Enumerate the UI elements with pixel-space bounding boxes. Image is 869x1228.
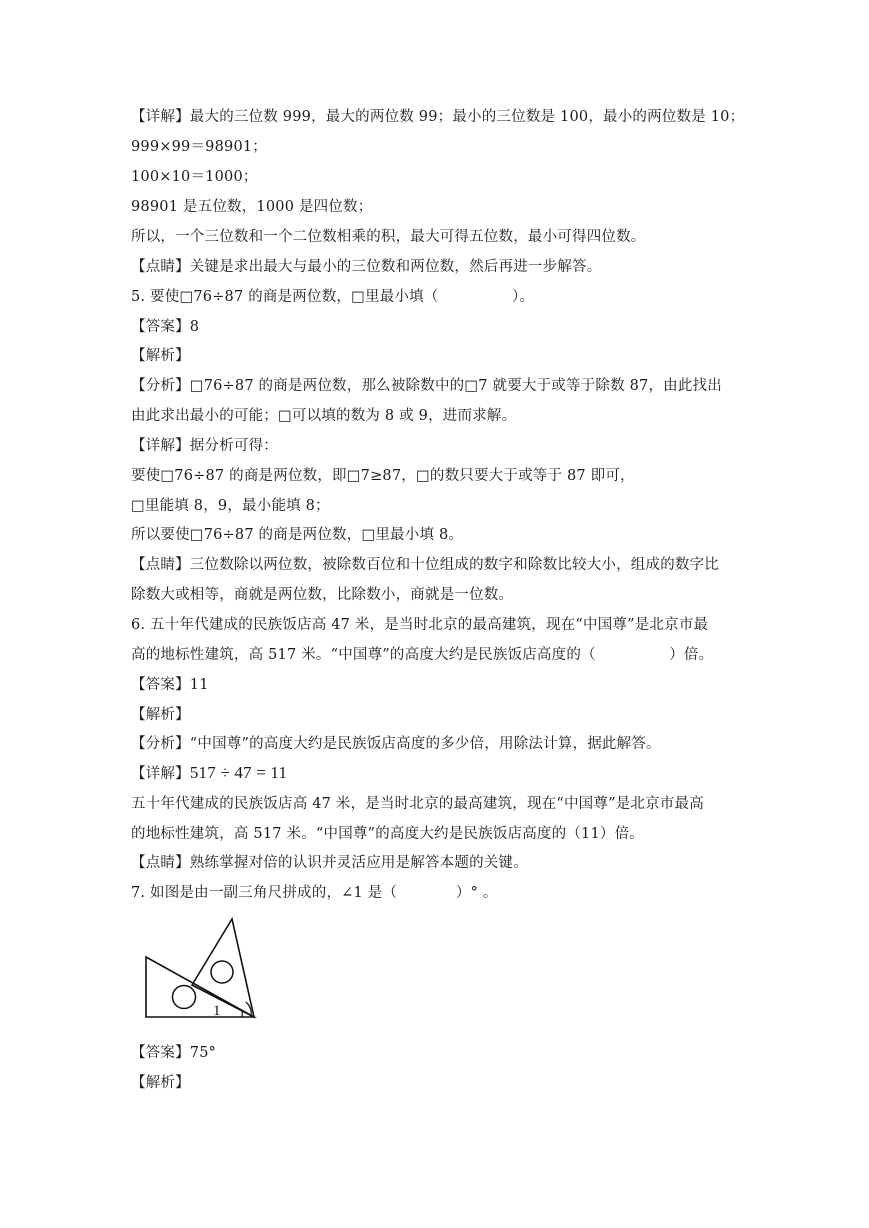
text-line: □里能填 8，9，最小能填 8； (131, 498, 330, 514)
text-line: 五十年代建成的民族饭店高 47 米，是当时北京的最高建筑，现在“中国尊”是北京市最高 (131, 796, 704, 812)
text-line: 要使□76÷87 的商是两位数，即□7≥87，□的数只要大于或等于 87 即可， (131, 468, 635, 484)
detail-with-equation (131, 763, 287, 784)
text-line: 除数大或相等，商就是两位数，比除数小，商就是一位数。 (131, 587, 514, 603)
question-7: 7. 如图是由一副三角尺拼成的，∠1 是（ ）° 。 (131, 885, 498, 901)
ruler-hole-circle (211, 961, 233, 983)
text-line: 高的地标性建筑，高 517 米。“中国尊”的高度大约是民族饭店高度的（ ）倍。 (131, 647, 714, 663)
ruler-hole-circle (173, 986, 196, 1009)
answer-label: 【答案】11 (131, 677, 209, 693)
question-6: 6. 五十年代建成的民族饭店高 47 米，是当时北京的最高建筑，现在“中国尊”是北京市最 (131, 617, 709, 633)
text-line: 999×99＝98901； (131, 139, 268, 155)
analysis-heading: 【解析】 (131, 707, 190, 723)
text-line: 【分析】“中国尊”的高度大约是民族饭店高度的多少倍，用除法计算，据此解答。 (131, 736, 661, 752)
equation: 517 ÷ 47 = 11 (189, 763, 288, 782)
text-line: 所以要使□76÷87 的商是两位数，□里最小填 8。 (131, 527, 464, 543)
text-line: 98901 是五位数，1000 是四位数； (131, 199, 373, 215)
triangle-ruler-figure (140, 915, 265, 1025)
small-set-square (192, 919, 254, 1017)
question-5: 5. 要使□76÷87 的商是两位数，□里最小填（ ）。 (131, 289, 535, 305)
text-line: 由此求出最小的可能；□可以填的数为 8 或 9，进而求解。 (131, 408, 517, 424)
answer-label: 【答案】75° (131, 1045, 217, 1061)
text-line: 【详解】据分析可得： (131, 438, 278, 454)
text-line: 【点睛】关键是求出最大与最小的三位数和两位数，然后再进一步解答。 (131, 259, 602, 275)
text-line: 【分析】□76÷87 的商是两位数，那么被除数中的□7 就要大于或等于除数 87，由此找出 (131, 378, 722, 394)
angle-label: 1 (213, 1003, 221, 1019)
text-line: 的地标性建筑，高 517 米。“中国尊”的高度大约是民族饭店高度的（11）倍。 (131, 826, 644, 842)
text-line: 【详解】最大的三位数 999，最大的两位数 99；最小的三位数是 100，最小的两位数是 10； (131, 109, 745, 125)
text-line: 【点睛】三位数除以两位数，被除数百位和十位组成的数字和除数比较大小，组成的数字比 (131, 557, 719, 573)
analysis-heading: 【解析】 (131, 1075, 190, 1091)
analysis-heading: 【解析】 (131, 348, 190, 364)
text-line: 【点睛】熟练掌握对倍的认识并灵活应用是解答本题的关键。 (131, 855, 528, 871)
answer-label: 【答案】8 (131, 319, 200, 335)
text-line: 所以，一个三位数和一个二位数相乘的积，最大可得五位数，最小可得四位数。 (131, 229, 646, 245)
detail-label: 【详解】 (131, 766, 190, 782)
text-line: 100×10＝1000； (131, 169, 258, 185)
